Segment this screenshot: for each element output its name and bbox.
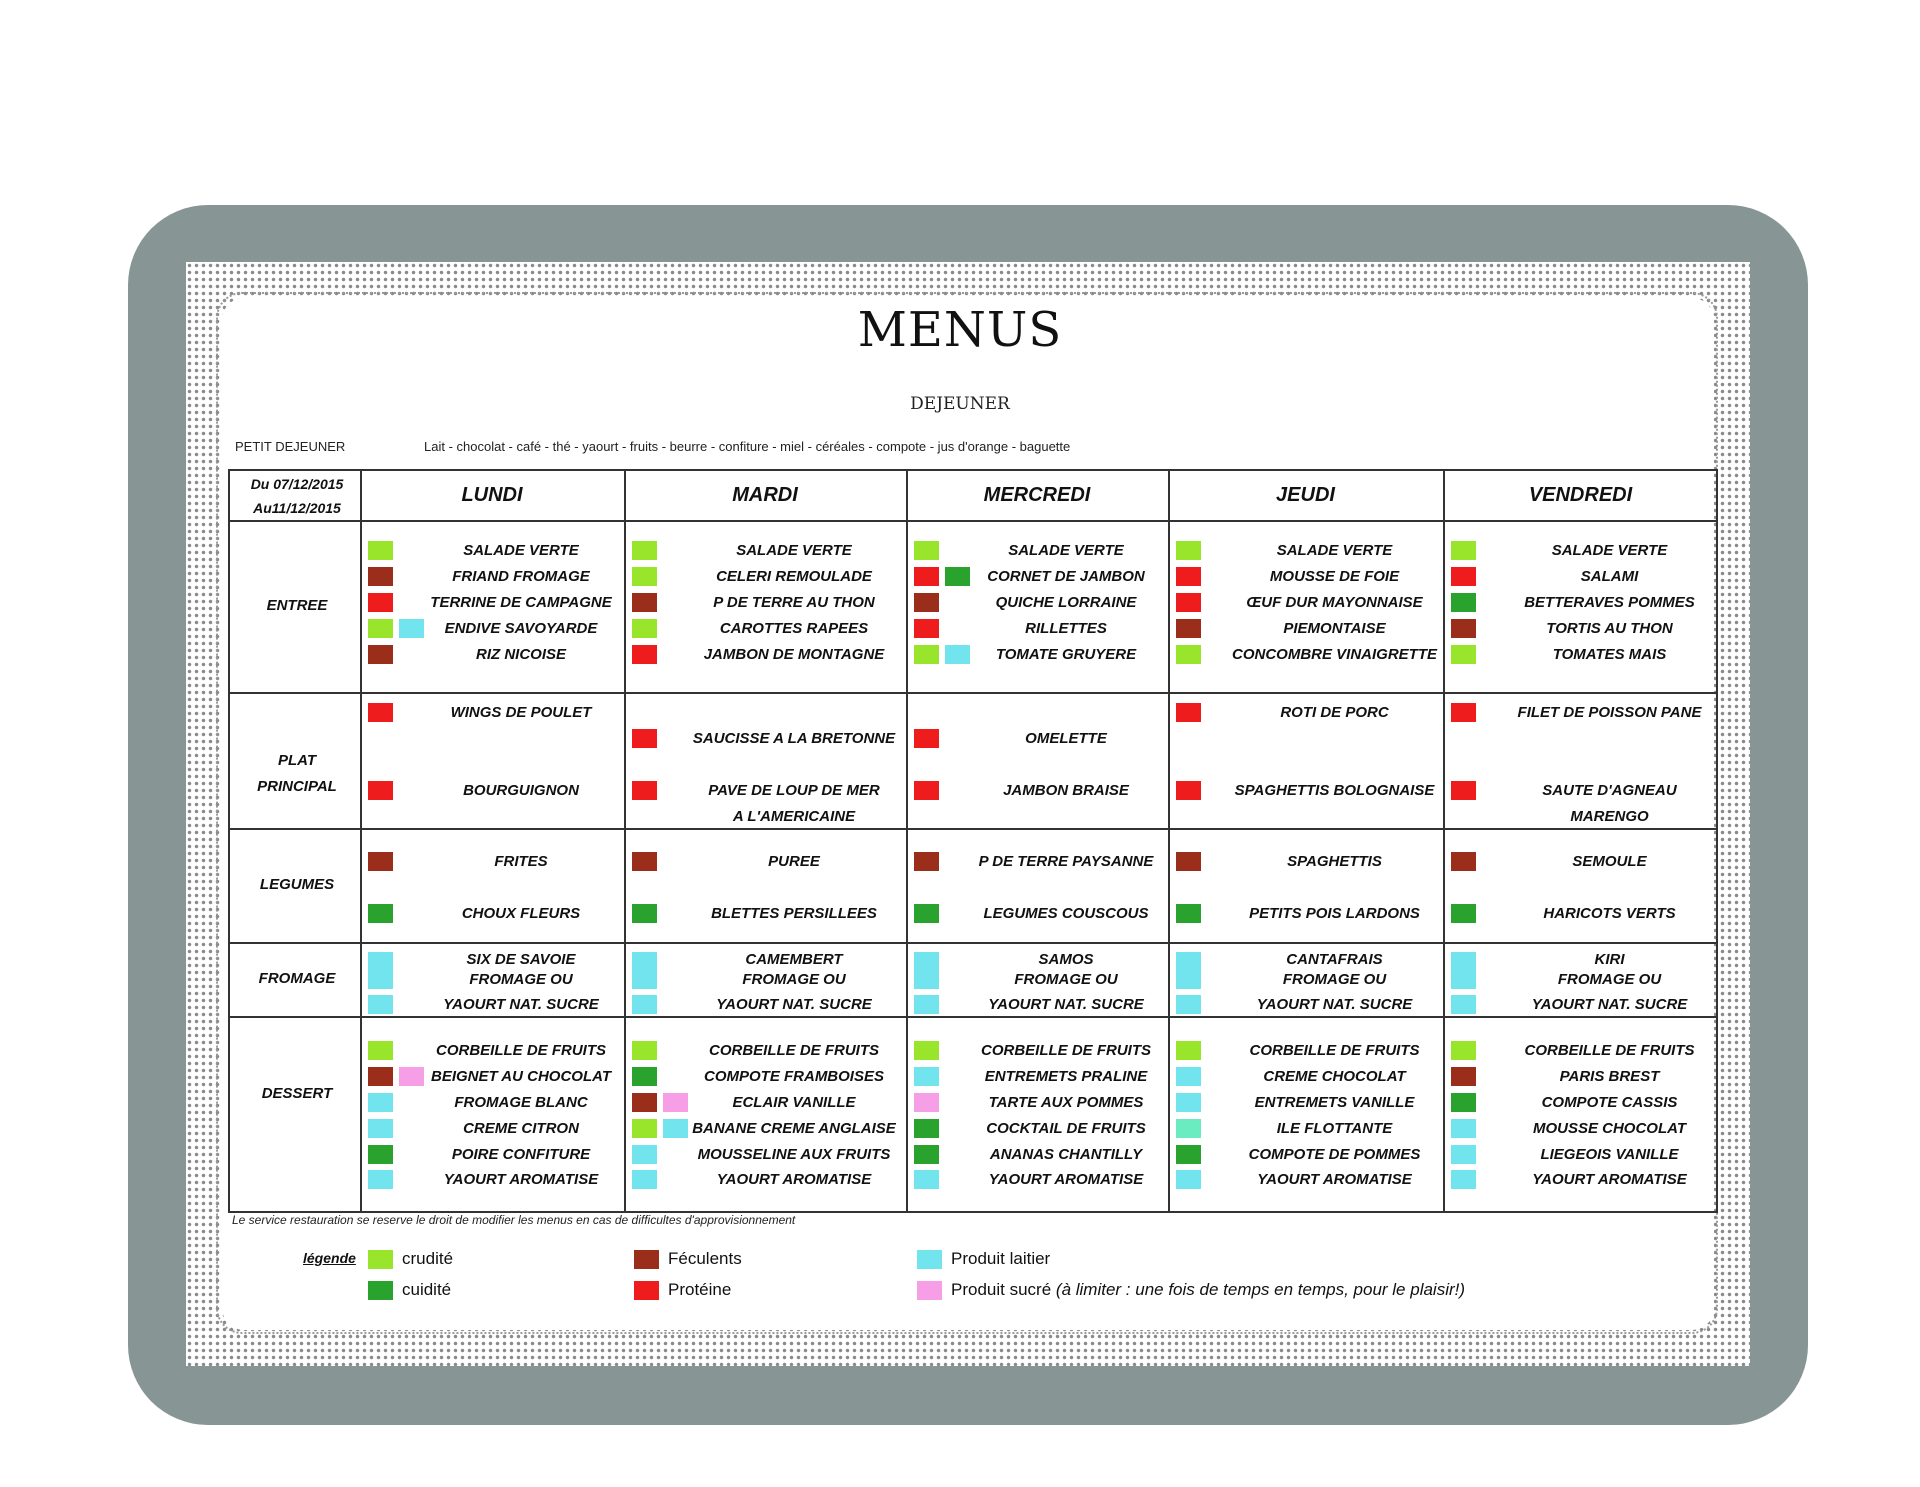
- menu-item-legumes: SPAGHETTIS: [1287, 853, 1382, 870]
- color-marker-produit-laitier: [368, 1119, 393, 1138]
- color-marker-feculents: [914, 852, 939, 871]
- menu-item-entree: P DE TERRE AU THON: [713, 594, 875, 611]
- color-marker-produit-sucre: [399, 1067, 424, 1086]
- color-marker-proteine: [1451, 781, 1476, 800]
- color-marker-proteine: [632, 729, 657, 748]
- menu-item-entree: QUICHE LORRAINE: [995, 594, 1137, 611]
- color-marker-crudite: [914, 1041, 939, 1060]
- menu-item-dessert: CORBEILLE DE FRUITS: [1249, 1042, 1420, 1059]
- color-marker-proteine: [1176, 703, 1201, 722]
- color-marker-crudite: [914, 541, 939, 560]
- menu-item-legumes: BLETTES PERSILLEES: [711, 905, 877, 922]
- color-marker-crudite: [1176, 1041, 1201, 1060]
- day-header-mercredi: MERCREDI: [983, 484, 1091, 506]
- menu-item-entree: TOMATES MAIS: [1552, 646, 1667, 663]
- menu-item-dessert: LIEGEOIS VANILLE: [1540, 1146, 1679, 1163]
- color-marker-proteine: [1451, 703, 1476, 722]
- color-marker-crudite: [632, 619, 657, 638]
- color-marker-produit-laitier: [632, 952, 657, 987]
- color-marker-produit-sucre: [663, 1093, 688, 1112]
- color-marker-crudite: [368, 541, 393, 560]
- row-label-1: PLAT PRINCIPAL: [257, 752, 337, 795]
- menu-item-fromage: SIX DE SAVOIE: [466, 951, 576, 968]
- menu-item-entree: RILLETTES: [1025, 620, 1107, 637]
- day-header-jeudi: JEUDI: [1276, 484, 1335, 506]
- menu-item-dessert: YAOURT AROMATISE: [1532, 1171, 1687, 1188]
- menu-item-fromage: SAMOS: [1038, 951, 1094, 968]
- color-marker-produit-laitier: [368, 995, 393, 1014]
- color-marker-proteine: [914, 729, 939, 748]
- menu-item-dessert: CORBEILLE DE FRUITS: [980, 1042, 1151, 1059]
- menu-item-entree: SALADE VERTE: [463, 542, 579, 559]
- color-marker-proteine: [1451, 567, 1476, 586]
- color-marker-produit-laitier: [632, 1145, 657, 1164]
- color-marker-proteine: [632, 645, 657, 664]
- period-to: Au11/12/2015: [253, 500, 341, 516]
- menu-item-dessert: ANANAS CHANTILLY: [989, 1146, 1143, 1163]
- menu-item-dessert: ENTREMETS VANILLE: [1254, 1094, 1415, 1111]
- breakfast-label: PETIT DEJEUNER: [235, 439, 346, 454]
- color-marker-feculents: [368, 567, 393, 586]
- color-marker-crudite: [368, 1041, 393, 1060]
- color-marker-feculents: [632, 852, 657, 871]
- legend-swatch-crudite: [368, 1250, 393, 1269]
- color-marker-crudite: [1451, 1041, 1476, 1060]
- menu-item-plat: A L'AMERICAINE: [732, 808, 856, 825]
- menu-item-entree: CONCOMBRE VINAIGRETTE: [1232, 646, 1438, 663]
- menu-item-entree: SALADE VERTE: [736, 542, 852, 559]
- color-marker-crudite: [1451, 645, 1476, 664]
- menu-item-dessert: COMPOTE CASSIS: [1541, 1094, 1678, 1111]
- menu-item-dessert: MOUSSELINE AUX FRUITS: [697, 1146, 891, 1163]
- menu-item-legumes: SEMOULE: [1572, 853, 1647, 870]
- page-subtitle: DEJEUNER: [910, 394, 1010, 414]
- color-marker-produit-laitier: [368, 1170, 393, 1189]
- legend-swatch-proteine: [634, 1281, 659, 1300]
- page-title: MENUS: [857, 302, 1063, 358]
- color-marker-proteine: [1176, 567, 1201, 586]
- menu-item-dessert: CORBEILLE DE FRUITS: [1524, 1042, 1695, 1059]
- color-marker-proteine: [914, 781, 939, 800]
- day-header-mardi: MARDI: [732, 484, 798, 506]
- row-divider: [228, 942, 1718, 944]
- legend-label-produit-sucre-text: Produit sucré: [951, 1280, 1052, 1299]
- color-marker-produit-laitier: [1176, 1067, 1201, 1086]
- menu-item-fromage: YAOURT NAT. SUCRE: [1531, 996, 1688, 1013]
- color-marker-proteine: [914, 619, 939, 638]
- color-marker-produit-laitier: [663, 1119, 688, 1138]
- menu-item-fromage: YAOURT NAT. SUCRE: [443, 996, 599, 1013]
- menu-item-entree: RIZ NICOISE: [475, 646, 566, 663]
- menu-item-legumes: PETITS POIS LARDONS: [1249, 905, 1420, 922]
- legend-swatch-cuidite: [368, 1281, 393, 1300]
- column-divider: [1168, 469, 1170, 1213]
- row-label-4: DESSERT: [261, 1085, 333, 1102]
- legend-swatch-produit-sucre: [917, 1281, 942, 1300]
- menu-item-dessert: TARTE AUX POMMES: [988, 1094, 1144, 1111]
- color-marker-cuidite: [368, 1145, 393, 1164]
- menu-item-entree: TERRINE DE CAMPAGNE: [430, 594, 612, 611]
- menu-item-dessert: COMPOTE DE POMMES: [1248, 1146, 1421, 1163]
- menu-item-entree: FRIAND FROMAGE: [452, 568, 590, 585]
- color-marker-cuidite: [632, 904, 657, 923]
- menu-item-dessert: PARIS BREST: [1559, 1068, 1660, 1085]
- color-marker-proteine: [368, 703, 393, 722]
- menu-item-fromage: CANTAFRAIS: [1286, 951, 1383, 968]
- color-marker-produit-laitier: [914, 995, 939, 1014]
- color-marker-crudite: [632, 541, 657, 560]
- menu-item-entree: CORNET DE JAMBON: [987, 568, 1145, 585]
- menu-item-fromage: YAOURT NAT. SUCRE: [988, 996, 1144, 1013]
- color-marker-crudite: [632, 567, 657, 586]
- breakfast-items: Lait - chocolat - café - thé - yaourt - fruits - beurre - confiture - miel - céréales - compote - jus d'orange - baguette: [424, 439, 1071, 454]
- footnote: Le service restauration se reserve le droit de modifier les menus en cas de difficultes d'approvisionnement: [232, 1213, 796, 1227]
- color-marker-cuidite: [945, 567, 970, 586]
- menu-item-entree: SALADE VERTE: [1008, 542, 1124, 559]
- row-divider: [228, 1016, 1718, 1018]
- menu-item-dessert: CORBEILLE DE FRUITS: [435, 1042, 606, 1059]
- menu-item-plat: OMELETTE: [1025, 730, 1107, 747]
- color-marker-produit-laitier: [1451, 995, 1476, 1014]
- color-marker-cuidite: [1176, 1145, 1201, 1164]
- legend-note-produit-sucre: (à limiter : une fois de temps en temps, pour le plaisir!): [1055, 1280, 1466, 1299]
- color-marker-produit-laitier: [1451, 1145, 1476, 1164]
- row-label-0: ENTREE: [266, 597, 328, 614]
- menu-item-entree: SALADE VERTE: [1551, 542, 1668, 559]
- menu-item-dessert: CORBEILLE DE FRUITS: [708, 1042, 879, 1059]
- menu-item-entree: SALAMI: [1580, 568, 1639, 585]
- legend-label-produit-sucre: [951, 1280, 1465, 1300]
- menu-item-entree: PIEMONTAISE: [1283, 620, 1386, 637]
- menu-item-fromage: YAOURT NAT. SUCRE: [1256, 996, 1413, 1013]
- legend-label-produit-laitier: Produit laitier: [951, 1249, 1051, 1268]
- period-from: Du 07/12/2015: [250, 476, 344, 492]
- color-marker-proteine: [914, 567, 939, 586]
- color-marker-produit-laitier: [1176, 952, 1201, 987]
- color-marker-proteine: [1176, 781, 1201, 800]
- color-marker-feculents: [1451, 1067, 1476, 1086]
- color-marker-proteine: [1176, 593, 1201, 612]
- legend-label-crudite: crudité: [402, 1249, 454, 1268]
- menu-item-dessert: MOUSSE CHOCOLAT: [1532, 1120, 1687, 1137]
- color-marker-feculents: [368, 852, 393, 871]
- color-marker-feculents: [632, 593, 657, 612]
- column-divider: [1443, 469, 1445, 1213]
- color-marker-produit-laitier: [1451, 1170, 1476, 1189]
- legend-label-feculents: Féculents: [668, 1249, 742, 1268]
- color-marker-crudite: [1176, 541, 1201, 560]
- color-marker-produit-laitier: [632, 1170, 657, 1189]
- row-divider: [228, 828, 1718, 830]
- row-divider: [228, 520, 1718, 522]
- menu-item-plat: BOURGUIGNON: [463, 782, 579, 799]
- color-marker-produit-laitier: [632, 995, 657, 1014]
- menu-item-legumes: CHOUX FLEURS: [461, 905, 581, 922]
- legend-label-proteine: Protéine: [668, 1280, 732, 1299]
- color-marker-produit-laitier: [1176, 995, 1201, 1014]
- menu-item-fromage: KIRI: [1594, 951, 1625, 968]
- menu-item-fromage: FROMAGE OU: [469, 971, 573, 988]
- menu-item-plat: PAVE DE LOUP DE MER: [708, 782, 880, 799]
- legend-swatch-feculents: [634, 1250, 659, 1269]
- menu-item-dessert: ECLAIR VANILLE: [732, 1094, 856, 1111]
- menu-item-dessert: ILE FLOTTANTE: [1276, 1120, 1393, 1137]
- menu-item-legumes: LEGUMES COUSCOUS: [983, 905, 1149, 922]
- color-marker-crudite: [1451, 541, 1476, 560]
- menu-item-fromage: FROMAGE OU: [1557, 971, 1662, 988]
- menu-item-plat: JAMBON BRAISE: [1003, 782, 1129, 799]
- menu-item-legumes: P DE TERRE PAYSANNE: [978, 853, 1154, 870]
- color-marker-feculents: [368, 1067, 393, 1086]
- menu-item-entree: TORTIS AU THON: [1546, 620, 1673, 637]
- menu-item-dessert: COMPOTE FRAMBOISES: [703, 1068, 884, 1085]
- color-marker-produit-laitier: [914, 952, 939, 987]
- color-marker-feculents: [1176, 619, 1201, 638]
- color-marker-proteine: [368, 593, 393, 612]
- color-marker-crudite: [632, 1041, 657, 1060]
- menu-item-entree: ENDIVE SAVOYARDE: [444, 620, 598, 637]
- menu-item-legumes: FRITES: [494, 853, 548, 870]
- menu-item-dessert: YAOURT AROMATISE: [443, 1171, 599, 1188]
- color-marker-proteine: [632, 781, 657, 800]
- menu-item-entree: BETTERAVES POMMES: [1524, 594, 1695, 611]
- color-marker-feculents: [1176, 852, 1201, 871]
- color-marker-feculents: [632, 1093, 657, 1112]
- color-marker-cuidite: [1451, 1093, 1476, 1112]
- color-marker-feculents: [1451, 852, 1476, 871]
- color-marker-produit-laitier: [914, 1170, 939, 1189]
- day-header-vendredi: VENDREDI: [1528, 484, 1633, 506]
- color-marker-produit-laitier: [368, 952, 393, 987]
- color-marker-cuidite-light: [1176, 1119, 1201, 1138]
- column-divider: [624, 469, 626, 1213]
- menu-item-fromage: YAOURT NAT. SUCRE: [716, 996, 872, 1013]
- color-marker-feculents: [914, 593, 939, 612]
- color-marker-cuidite: [914, 904, 939, 923]
- menu-item-dessert: BEIGNET AU CHOCOLAT: [431, 1068, 611, 1085]
- day-header-lundi: LUNDI: [461, 484, 523, 506]
- menu-item-legumes: HARICOTS VERTS: [1543, 905, 1676, 922]
- menu-item-dessert: YAOURT AROMATISE: [716, 1171, 872, 1188]
- color-marker-produit-laitier: [1176, 1170, 1201, 1189]
- menu-item-dessert: FROMAGE BLANC: [454, 1094, 588, 1111]
- menu-item-fromage: FROMAGE OU: [1282, 971, 1387, 988]
- color-marker-cuidite: [914, 1119, 939, 1138]
- color-marker-crudite: [914, 645, 939, 664]
- menu-item-dessert: COCKTAIL DE FRUITS: [986, 1120, 1146, 1137]
- menu-item-fromage: FROMAGE OU: [742, 971, 846, 988]
- row-label-2: LEGUMES: [259, 876, 335, 893]
- column-divider: [906, 469, 908, 1213]
- row-label-3: FROMAGE: [258, 970, 336, 987]
- color-marker-produit-laitier: [1451, 1119, 1476, 1138]
- color-marker-produit-laitier: [945, 645, 970, 664]
- menu-item-plat: SPAGHETTIS BOLOGNAISE: [1234, 782, 1435, 799]
- menu-item-dessert: YAOURT AROMATISE: [1257, 1171, 1412, 1188]
- menu-item-entree: CAROTTES RAPEES: [719, 620, 869, 637]
- color-marker-cuidite: [1176, 904, 1201, 923]
- menu-item-plat: SAUCISSE A LA BRETONNE: [692, 730, 896, 747]
- color-marker-cuidite: [632, 1067, 657, 1086]
- color-marker-crudite: [1176, 645, 1201, 664]
- menu-item-plat: ROTI DE PORC: [1280, 704, 1389, 721]
- legend-label-cuidite: cuidité: [402, 1280, 452, 1299]
- color-marker-produit-sucre: [914, 1093, 939, 1112]
- legend-swatch-produit-laitier: [917, 1250, 942, 1269]
- menu-item-entree: MOUSSE DE FOIE: [1269, 568, 1400, 585]
- color-marker-cuidite: [914, 1145, 939, 1164]
- color-marker-proteine: [368, 781, 393, 800]
- menu-item-plat: SAUTE D'AGNEAU: [1542, 782, 1677, 799]
- color-marker-feculents: [368, 645, 393, 664]
- menu-item-dessert: ENTREMETS PRALINE: [984, 1068, 1148, 1085]
- color-marker-crudite: [632, 1119, 657, 1138]
- menu-item-entree: CELERI REMOULADE: [716, 568, 872, 585]
- menu-item-plat: WINGS DE POULET: [450, 704, 592, 721]
- menu-item-dessert: POIRE CONFITURE: [451, 1146, 591, 1163]
- color-marker-cuidite: [1451, 593, 1476, 612]
- color-marker-cuidite: [368, 904, 393, 923]
- menu-item-fromage: CAMEMBERT: [745, 951, 843, 968]
- color-marker-produit-laitier: [914, 1067, 939, 1086]
- color-marker-cuidite: [1451, 904, 1476, 923]
- menu-item-entree: ŒUF DUR MAYONNAISE: [1246, 594, 1423, 611]
- menu-item-entree: SALADE VERTE: [1276, 542, 1393, 559]
- menu-item-dessert: CREME CITRON: [463, 1120, 579, 1137]
- menu-item-plat: FILET DE POISSON PANE: [1517, 704, 1702, 721]
- menu-item-legumes: PUREE: [768, 853, 820, 870]
- color-marker-produit-laitier: [1176, 1093, 1201, 1112]
- menu-item-dessert: YAOURT AROMATISE: [988, 1171, 1144, 1188]
- legend-title: légende: [303, 1250, 356, 1266]
- row-divider: [228, 692, 1718, 694]
- menu-item-dessert: CREME CHOCOLAT: [1263, 1068, 1406, 1085]
- menu-item-fromage: FROMAGE OU: [1014, 971, 1118, 988]
- color-marker-produit-laitier: [1451, 952, 1476, 987]
- color-marker-produit-laitier: [399, 619, 424, 638]
- menu-item-entree: JAMBON DE MONTAGNE: [703, 646, 885, 663]
- color-marker-crudite: [368, 619, 393, 638]
- color-marker-feculents: [1451, 619, 1476, 638]
- color-marker-produit-laitier: [368, 1093, 393, 1112]
- menu-item-entree: TOMATE GRUYERE: [995, 646, 1137, 663]
- menu-item-dessert: BANANE CREME ANGLAISE: [692, 1120, 896, 1137]
- menu-item-plat: MARENGO: [1570, 808, 1649, 825]
